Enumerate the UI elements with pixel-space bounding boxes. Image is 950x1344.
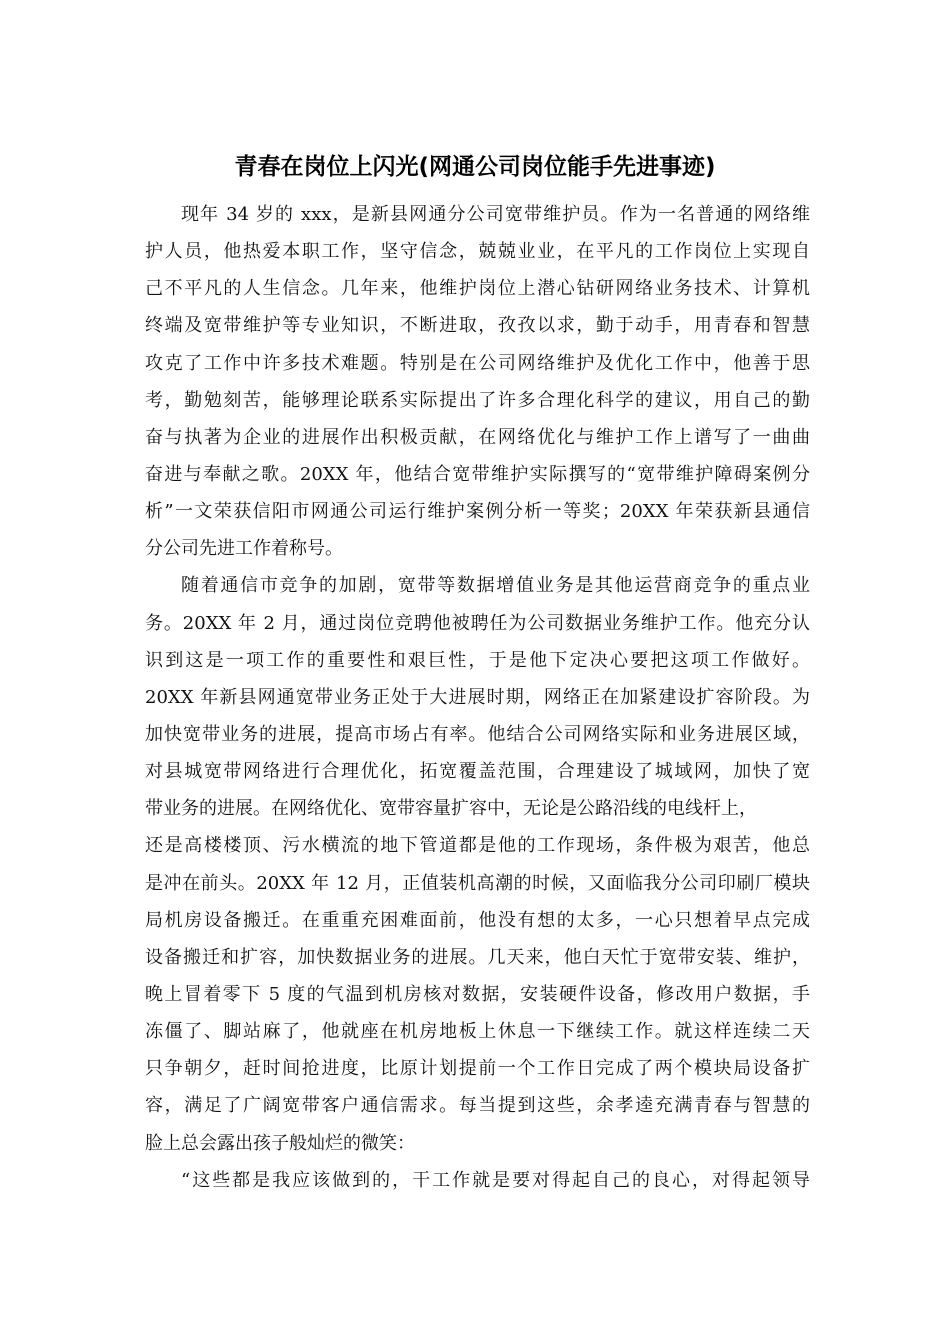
document-title: 青春在岗位上闪光(网通公司岗位能手先进事迹)	[234, 154, 716, 180]
paragraph-line: 还是高楼楼顶、污水横流的地下管道都是他的工作现场，条件极为艰苦，他总	[145, 835, 810, 857]
paragraph-line: 晚上冒着零下 5 度的气温到机房核对数据，安装硬件设备，修改用户数据，手	[145, 983, 810, 1005]
paragraph-line: 对县城宽带网络进行合理优化，拓宽覆盖范围，合理建设了城域网，加快了宽	[145, 761, 810, 783]
paragraph-line: 是冲在前头。20XX 年 12 月，正值装机高潮的时候，又面临我分公司印刷厂模块	[145, 872, 810, 894]
document-body	[145, 200, 810, 1203]
paragraph-line: 冻僵了、脚站麻了，他就座在机房地板上休息一下继续工作。就这样连续二天	[145, 1021, 810, 1043]
paragraph-line: 加快宽带业务的进展，提高市场占有率。他结合公司网络实际和业务进展区域，	[145, 723, 810, 745]
paragraph-line: 己不平凡的人生信念。几年来，他维护岗位上潜心钻研网络业务技术、计算机	[145, 278, 810, 300]
paragraph-line: 识到这是一项工作的重要性和艰巨性，于是他下定决心要把这项工作做好。	[145, 649, 810, 671]
paragraph-line: 脸上总会露出孩子般灿烂的微笑：	[145, 1132, 415, 1154]
paragraph-line: 分公司先进工作着称号。	[145, 538, 343, 560]
paragraph-line: “这些都是我应该做到的，干工作就是要对得起自己的良心，对得起领导	[181, 1169, 810, 1191]
paragraph-line: 攻克了工作中许多技术难题。特别是在公司网络维护及优化工作中，他善于思	[145, 352, 810, 374]
paragraph-line: 带业务的进展。在网络优化、宽带容量扩容中，无论是公路沿线的电线杆上，	[145, 798, 757, 820]
paragraph-line: 奋进与奉献之歌。20XX 年，他结合宽带维护实际撰写的“宽带维护障碍案例分	[145, 463, 810, 485]
paragraph-line: 析”一文荣获信阳市网通公司运行维护案例分析一等奖；20XX 年荣获新县通信	[145, 501, 810, 523]
paragraph-line: 考，勤勉刻苦，能够理论联系实际提出了许多合理化科学的建议，用自己的勤	[145, 389, 810, 411]
paragraph-line: 护人员，他热爱本职工作，坚守信念，兢兢业业，在平凡的工作岗位上实现自	[145, 241, 810, 263]
paragraph-line: 随着通信市竞争的加剧，宽带等数据增值业务是其他运营商竞争的重点业	[181, 575, 810, 597]
paragraph-line: 局机房设备搬迁。在重重充困难面前，他没有想的太多，一心只想着早点完成	[145, 909, 810, 931]
paragraph-line: 20XX 年新县网通宽带业务正处于大进展时期，网络正在加紧建设扩容阶段。为	[145, 686, 810, 708]
paragraph-line: 设备搬迁和扩容，加快数据业务的进展。几天来，他白天忙于宽带安装、维护，	[145, 946, 810, 968]
paragraph-line: 容，满足了广阔宽带客户通信需求。每当提到这些，余孝逵充满青春与智慧的	[145, 1095, 810, 1117]
paragraph-line: 现年 34 岁的 xxx，是新县网通分公司宽带维护员。作为一名普通的网络维	[181, 204, 810, 225]
paragraph-line: 终端及宽带维护等专业知识，不断进取，孜孜以求，勤于动手，用青春和智慧	[145, 315, 810, 337]
paragraph-line: 只争朝夕，赶时间抢进度，比原计划提前一个工作日完成了两个模块局设备扩	[145, 1058, 810, 1080]
paragraph-line: 奋与执著为企业的进展作出积极贡献，在网络优化与维护工作上谱写了一曲曲	[145, 426, 810, 448]
paragraph-line: 务。20XX 年 2 月，通过岗位竞聘他被聘任为公司数据业务维护工作。他充分认	[145, 612, 810, 634]
